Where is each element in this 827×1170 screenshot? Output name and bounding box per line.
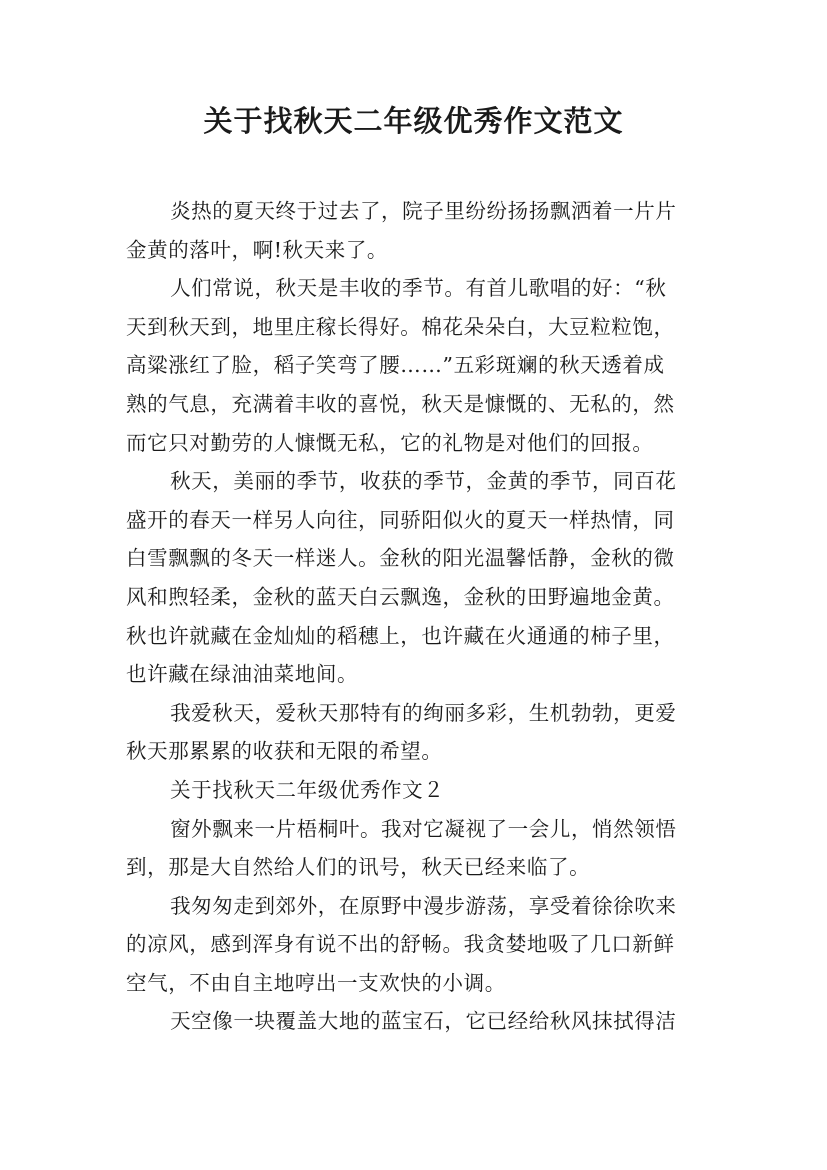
- paragraph-harvest-season: 人们常说，秋天是丰收的季节。有首儿歌唱的好：“秋 天到秋天到，地里庄稼长得好。棉花朵朵白，大豆粒粒饱， 高粱涨红了脸，稻子笑弯了腰……”五彩斑斓的秋天透着成 熟的气息，充满着丰收的喜悦，秋天是慷慨的、无私的，然 而它只对勤劳的人慷慨无私，它的礼物是对他们的回报。: [126, 276, 675, 455]
- document-body: [126, 192, 704, 1041]
- section-heading-essay-2: 关于找秋天二年级优秀作文２: [170, 777, 445, 802]
- paragraph-countryside-walk: 我匆匆走到郊外，在原野中漫步游荡，享受着徐徐吹来 的凉风，感到浑身有说不出的舒畅。我贪婪地吸了几口新鲜 空气，不由自主地哼出一支欢快的小调。: [126, 893, 677, 995]
- paragraph-love-autumn: 我爱秋天，爱秋天那特有的绚丽多彩，生机勃勃，更爱 秋天那累累的收获和无限的希望。: [126, 700, 677, 764]
- paragraph-summer-ends: 炎热的夏天终于过去了，院子里纷纷扬扬飘洒着一片片 金黄的落叶，啊!秋天来了。: [126, 199, 677, 262]
- paragraph-blue-sky: 天空像一块覆盖大地的蓝宝石，它已经给秋风抹拭得洁: [170, 1009, 677, 1034]
- paragraph-parasol-leaf: 窗外飘来一片梧桐叶。我对它凝视了一会儿，悄然领悟 到，那是大自然给人们的讯号，秋天已经来临了。: [126, 816, 677, 880]
- paragraph-beautiful-autumn: 秋天，美丽的季节，收获的季节，金黄的季节，同百花 盛开的春天一样另人向往，同骄阳似火的夏天一样热情，同 白雪飘飘的冬天一样迷人。金秋的阳光温馨恬静，金秋的微 风和煦轻柔，金秋的蓝天白云飘逸，金秋的田野遍地金黄。 秋也许就藏在金灿灿的稻穗上，也许藏在火通通的柿子里， 也许藏在绿油油菜地间。: [126, 469, 677, 687]
- document-title: 关于找秋天二年级优秀作文范文: [203, 104, 624, 138]
